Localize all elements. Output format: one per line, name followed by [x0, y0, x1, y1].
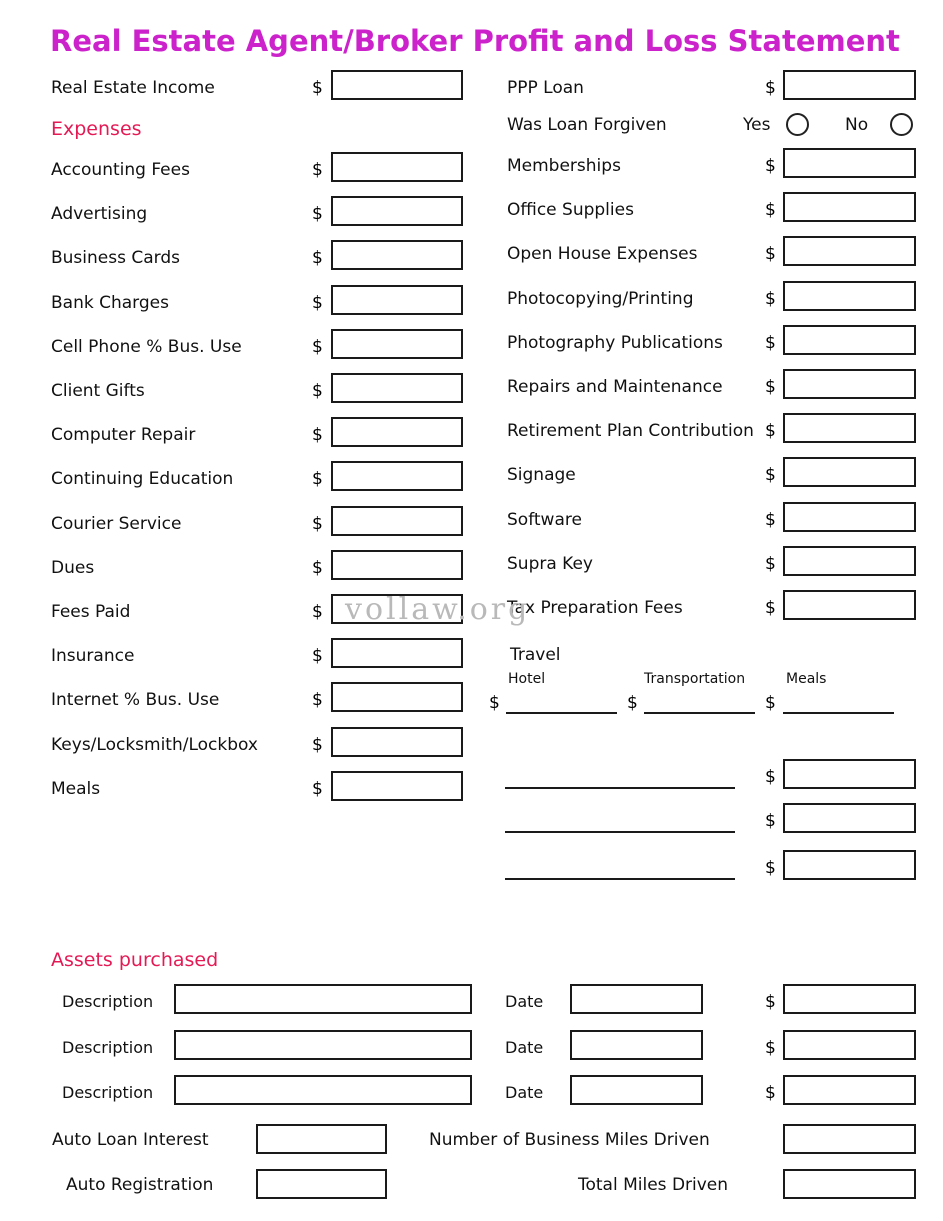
expense-input-right-9[interactable]	[783, 546, 916, 576]
asset-description-input-1[interactable]	[174, 1030, 472, 1060]
dollar-sign-right-5: $	[765, 377, 776, 397]
auto-loan-interest-input[interactable]	[256, 1124, 387, 1154]
loan-forgiven-yes-label: Yes	[743, 115, 771, 135]
dollar-sign-left-13: $	[312, 734, 323, 755]
expense-input-left-13[interactable]	[331, 727, 463, 757]
watermark-text: vollaw.org	[345, 592, 531, 627]
expense-label-left-10: Fees Paid	[51, 602, 131, 622]
asset-description-input-0[interactable]	[174, 984, 472, 1014]
blank-amount-input-2[interactable]	[783, 850, 916, 880]
expense-label-left-2: Business Cards	[51, 248, 180, 269]
expense-input-right-1[interactable]	[783, 192, 916, 222]
total-miles-driven-label: Total Miles Driven	[578, 1175, 729, 1195]
expense-label-left-8: Courier Service	[51, 513, 182, 534]
travel-transportation-label: Transportation	[644, 671, 746, 687]
expense-input-right-7[interactable]	[783, 457, 916, 487]
dollar-sign-left-12: $	[312, 690, 323, 711]
dollar-sign-left-9: $	[312, 557, 323, 578]
dollar-sign-left-11: $	[312, 646, 323, 667]
expense-input-right-8[interactable]	[783, 502, 916, 532]
expense-label-left-1: Advertising	[51, 204, 148, 225]
expense-input-left-7[interactable]	[331, 461, 463, 491]
expense-input-left-6[interactable]	[331, 417, 463, 447]
blank-amount-input-0[interactable]	[783, 759, 916, 789]
ppp-loan-label: PPP Loan	[507, 78, 584, 98]
expense-label-left-5: Client Gifts	[51, 381, 145, 401]
expense-input-left-9[interactable]	[331, 550, 463, 580]
dollar-sign-asset-1: $	[765, 1037, 776, 1058]
was-loan-forgiven-label: Was Loan Forgiven	[507, 115, 667, 135]
expense-input-left-10[interactable]	[331, 594, 463, 624]
expense-label-right-2: Open House Expenses	[507, 244, 698, 265]
dollar-sign-left-14: $	[312, 778, 323, 799]
expense-input-right-6[interactable]	[783, 413, 916, 443]
expense-input-left-0[interactable]	[331, 152, 463, 182]
dollar-sign-left-3: $	[312, 292, 323, 313]
dollar-sign-travel-hotel: $	[489, 693, 500, 713]
dollar-sign-asset-2: $	[765, 1083, 776, 1103]
expense-input-right-4[interactable]	[783, 325, 916, 355]
expense-input-left-11[interactable]	[331, 638, 463, 668]
dollar-sign-left-8: $	[312, 513, 323, 534]
expense-label-left-14: Meals	[51, 778, 101, 799]
expense-label-right-10: Tax Preparation Fees	[507, 598, 683, 618]
expense-input-left-8[interactable]	[331, 506, 463, 536]
dollar-sign-left-7: $	[312, 469, 323, 490]
expense-input-right-5[interactable]	[783, 369, 916, 399]
expense-label-right-0: Memberships	[507, 156, 621, 176]
real-estate-income-input[interactable]	[331, 70, 463, 100]
blank-description-input-0[interactable]	[505, 759, 735, 789]
dollar-sign-right-10: $	[765, 598, 776, 618]
dollar-sign-blank-0: $	[765, 767, 776, 787]
expense-label-right-7: Signage	[507, 465, 576, 486]
expense-input-right-3[interactable]	[783, 281, 916, 311]
business-miles-driven-label: Number of Business Miles Driven	[429, 1130, 710, 1150]
asset-date-label-2: Date	[505, 1083, 544, 1102]
dollar-sign-travel-transportation: $	[627, 693, 638, 713]
expense-label-left-4: Cell Phone % Bus. Use	[51, 336, 242, 357]
expense-label-left-0: Accounting Fees	[51, 160, 190, 180]
dollar-sign-left-0: $	[312, 160, 323, 180]
dollar-sign-right-8: $	[765, 509, 776, 530]
asset-date-input-1[interactable]	[570, 1030, 703, 1060]
asset-description-label-0: Description	[62, 992, 154, 1011]
expense-label-right-1: Office Supplies	[507, 200, 634, 221]
asset-amount-input-1[interactable]	[783, 1030, 916, 1060]
dollar-sign-blank-1: $	[765, 811, 776, 831]
loan-forgiven-no-radio[interactable]	[890, 113, 913, 136]
business-miles-driven-input[interactable]	[783, 1124, 916, 1154]
auto-registration-label: Auto Registration	[66, 1175, 214, 1195]
expense-input-left-3[interactable]	[331, 285, 463, 315]
asset-amount-input-0[interactable]	[783, 984, 916, 1014]
asset-description-input-2[interactable]	[174, 1075, 472, 1105]
travel-hotel-input[interactable]	[506, 690, 617, 714]
dollar-sign-right-0: $	[765, 156, 776, 176]
expense-label-left-7: Continuing Education	[51, 469, 234, 490]
travel-transportation-input[interactable]	[644, 690, 755, 714]
expense-label-right-3: Photocopying/Printing	[507, 288, 694, 309]
dollar-sign-left-2: $	[312, 248, 323, 269]
dollar-sign-ppp-loan: $	[765, 78, 776, 98]
travel-hotel-label: Hotel	[508, 671, 546, 687]
real-estate-income-label: Real Estate Income	[51, 78, 215, 98]
dollar-sign-asset-0: $	[765, 992, 776, 1012]
expense-input-left-5[interactable]	[331, 373, 463, 403]
dollar-sign-left-10: $	[312, 602, 323, 622]
dollar-sign-right-4: $	[765, 332, 776, 353]
expense-input-left-2[interactable]	[331, 240, 463, 270]
blank-description-input-2[interactable]	[505, 850, 735, 880]
expense-input-right-2[interactable]	[783, 236, 916, 266]
expenses-section-heading: Expenses	[51, 118, 142, 140]
asset-date-input-2[interactable]	[570, 1075, 703, 1105]
auto-registration-input[interactable]	[256, 1169, 387, 1199]
expense-label-left-9: Dues	[51, 557, 95, 578]
dollar-sign-left-4: $	[312, 336, 323, 357]
page-title: Real Estate Agent/Broker Profit and Loss Statement	[50, 24, 900, 58]
dollar-sign-blank-2: $	[765, 858, 776, 878]
dollar-sign-income: $	[312, 78, 323, 98]
expense-input-left-14[interactable]	[331, 771, 463, 801]
dollar-sign-left-1: $	[312, 204, 323, 225]
blank-description-input-1[interactable]	[505, 803, 735, 833]
expense-label-right-5: Repairs and Maintenance	[507, 377, 723, 397]
asset-description-label-1: Description	[62, 1037, 154, 1057]
travel-meals-input[interactable]	[783, 690, 894, 714]
loan-forgiven-yes-radio[interactable]	[786, 113, 809, 136]
dollar-sign-right-1: $	[765, 200, 776, 221]
expense-label-left-6: Computer Repair	[51, 425, 196, 446]
expense-input-left-1[interactable]	[331, 196, 463, 226]
expense-label-left-11: Insurance	[51, 646, 135, 667]
total-miles-driven-input[interactable]	[783, 1169, 916, 1199]
expense-input-left-4[interactable]	[331, 329, 463, 359]
travel-heading: Travel	[510, 645, 561, 665]
asset-date-input-0[interactable]	[570, 984, 703, 1014]
dollar-sign-left-5: $	[312, 381, 323, 401]
expense-input-right-0[interactable]	[783, 148, 916, 178]
expense-label-left-13: Keys/Locksmith/Lockbox	[51, 734, 258, 755]
dollar-sign-right-9: $	[765, 553, 776, 574]
auto-loan-interest-label: Auto Loan Interest	[52, 1130, 209, 1150]
expense-input-left-12[interactable]	[331, 682, 463, 712]
loan-forgiven-no-label: No	[845, 115, 869, 135]
dollar-sign-right-7: $	[765, 465, 776, 486]
dollar-sign-right-6: $	[765, 421, 776, 442]
expense-label-left-3: Bank Charges	[51, 292, 169, 313]
asset-amount-input-2[interactable]	[783, 1075, 916, 1105]
ppp-loan-input[interactable]	[783, 70, 916, 100]
expense-label-right-8: Software	[507, 509, 582, 530]
asset-description-label-2: Description	[62, 1083, 154, 1102]
assets-purchased-heading: Assets purchased	[51, 949, 219, 971]
dollar-sign-left-6: $	[312, 425, 323, 446]
dollar-sign-right-2: $	[765, 244, 776, 265]
dollar-sign-right-3: $	[765, 288, 776, 309]
asset-date-label-1: Date	[505, 1037, 544, 1057]
blank-amount-input-1[interactable]	[783, 803, 916, 833]
dollar-sign-travel-meals: $	[765, 693, 776, 713]
expense-label-right-9: Supra Key	[507, 553, 593, 574]
expense-input-right-10[interactable]	[783, 590, 916, 620]
travel-meals-label: Meals	[786, 671, 827, 687]
expense-label-right-6: Retirement Plan Contribution	[507, 421, 754, 442]
expense-label-right-4: Photography Publications	[507, 332, 723, 353]
expense-label-left-12: Internet % Bus. Use	[51, 690, 220, 711]
asset-date-label-0: Date	[505, 992, 544, 1011]
